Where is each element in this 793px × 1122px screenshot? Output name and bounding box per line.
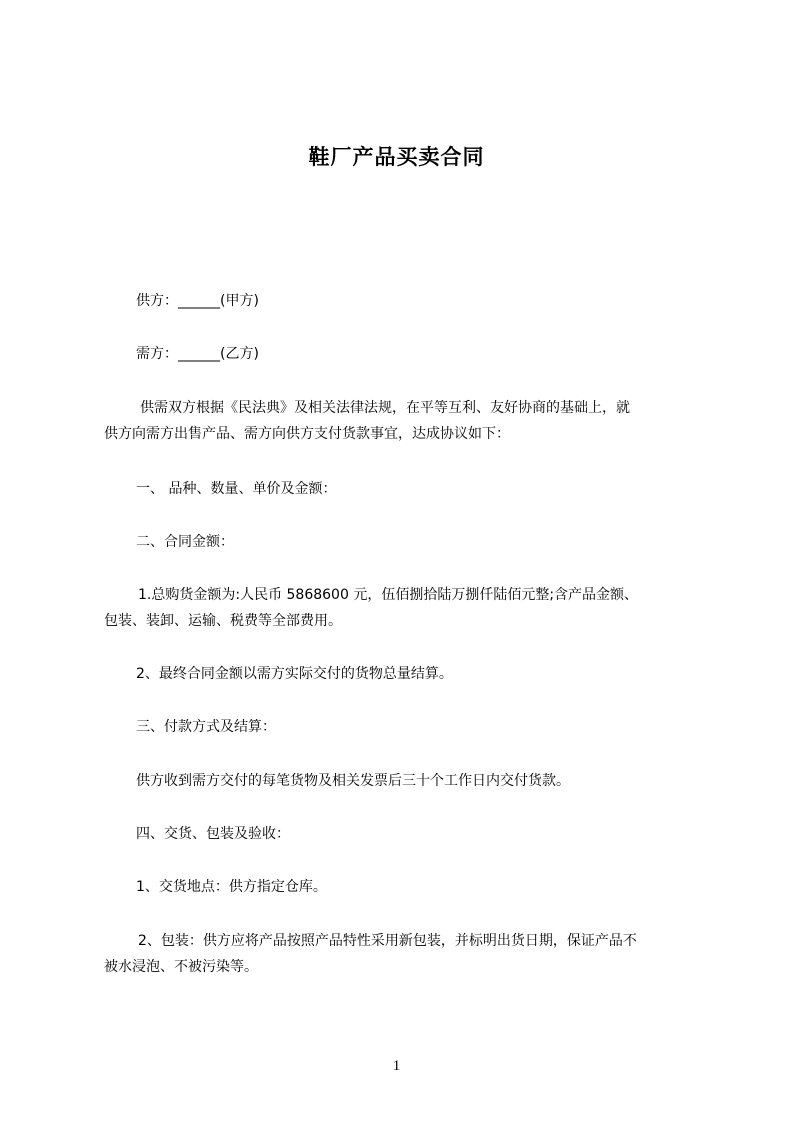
supplier-line: 供方：______(甲方) — [136, 293, 259, 309]
settlement-line: 2、最终合同金额以需方实际交付的货物总量结算。 — [136, 666, 453, 682]
buyer-line: 需方：______(乙方) — [136, 346, 259, 362]
section-heading-3: 三、付款方式及结算： — [136, 719, 276, 735]
amount-line-2: 包装、装卸、运输、税费等全部费用。 — [104, 613, 342, 629]
packing-line-1: 2、包装：供方应将产品按照产品特性采用新包装，并标明出货日期，保证产品不 — [138, 933, 637, 949]
intro-line-2: 供方向需方出售产品、需方向供方支付货款事宜，达成协议如下： — [104, 426, 510, 442]
section-heading-1: 一、 品种、数量、单价及金额： — [136, 481, 337, 497]
payment-line: 供方收到需方交付的每笔货物及相关发票后三十个工作日内交付货款。 — [136, 773, 570, 789]
section-heading-4: 四、交货、包装及验收： — [136, 826, 290, 842]
page-number: 1 — [392, 1058, 401, 1074]
section-heading-2: 二、合同金额： — [136, 534, 234, 550]
delivery-line: 1、交货地点：供方指定仓库。 — [136, 879, 327, 895]
amount-line-1: 1.总购货金额为:人民币 5868600 元，伍佰捌拾陆万捌仟陆佰元整;含产品金额、 — [138, 587, 639, 603]
contract-title: 鞋厂产品买卖合同 — [308, 145, 485, 169]
intro-line-1: 供需双方根据《民法典》及相关法律法规，在平等互利、友好协商的基础上，就 — [140, 400, 630, 416]
packing-line-2: 被水浸泡、不被污染等。 — [104, 959, 258, 975]
